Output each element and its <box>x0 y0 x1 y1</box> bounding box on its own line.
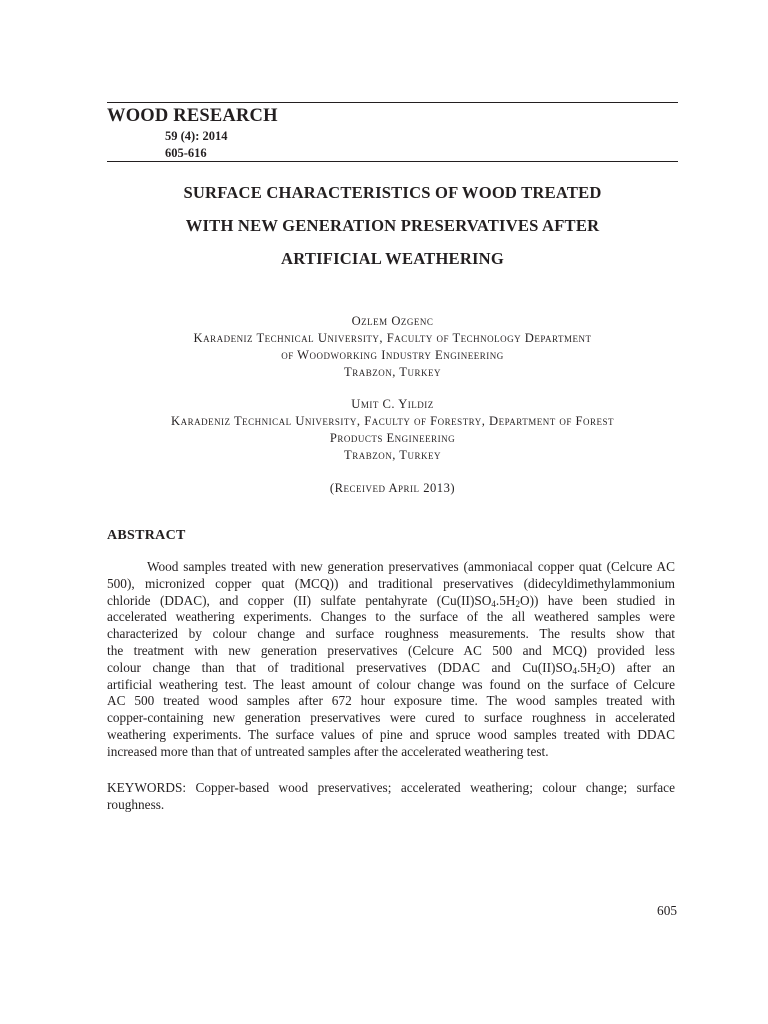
abstract-line: 500), micronized copper quat (MCQ)) and traditional preservatives (didecyldimethylammonium <box>107 575 675 591</box>
journal-issue: 59 (4): 2014 <box>165 129 228 143</box>
author-affiliation-line: Karadeniz Technical University, Faculty of Forestry, Department of Forest <box>170 414 615 428</box>
keywords-line: roughness. <box>107 797 165 812</box>
author-affiliation-line: Products Engineering <box>329 431 456 445</box>
abstract-line: accelerated weathering experiments. Changes to the surface of the all weathered samples were <box>107 609 675 625</box>
abstract-line: Wood samples treated with new generation preservatives (ammoniacal copper quat (Celcure AC <box>147 559 675 574</box>
paper-title <box>107 176 678 275</box>
received-date: (Received April 2013) <box>329 481 456 495</box>
abstract-line: artificial weathering test. The least amount of colour change was found on the surface of Celcure <box>107 676 675 692</box>
author-name: Ozlem Ozgenc <box>351 314 434 328</box>
abstract-body <box>107 559 675 761</box>
abstract-line: increased more than that of untreated samples after the accelerated weathering test. <box>107 743 549 759</box>
keywords-section <box>107 779 675 813</box>
author-block-2 <box>107 396 678 464</box>
page-number: 605 <box>657 903 677 918</box>
author-name: Umit C. Yildiz <box>351 397 434 411</box>
journal-pages: 605-616 <box>165 146 207 160</box>
title-line: WITH NEW GENERATION PRESERVATIVES AFTER <box>185 216 600 235</box>
abstract-line: colour change than that of traditional preservatives (DDAC and $Cu(II)SO_4.5H_2O$) after an <box>107 659 675 676</box>
author-affiliation-line: Karadeniz Technical University, Faculty of Technology Department <box>193 331 592 345</box>
abstract-line: weathering experiments. The surface values of pine and spruce wood samples treated with DDAC <box>107 726 675 742</box>
header-top-rule <box>107 102 678 103</box>
abstract-line: AC 500 treated wood samples after 672 hour exposure time. The wood samples treated with <box>107 693 675 709</box>
author-block-1 <box>107 313 678 381</box>
abstract-heading: ABSTRACT <box>107 528 186 543</box>
abstract-line: copper-containing new generation preservatives were cured to surface roughness in accelerated <box>107 710 675 726</box>
abstract-line: the treatment with new generation preservatives (Celcure AC 500 and MCQ) provided less <box>107 642 675 658</box>
abstract-line: characterized by colour change and surface roughness measurements. The results show that <box>107 626 675 642</box>
author-affiliation-line: Trabzon, Turkey <box>344 448 441 462</box>
author-affiliation-line: of Woodworking Industry Engineering <box>281 348 504 362</box>
header-bottom-rule <box>107 161 678 162</box>
title-line: ARTIFICIAL WEATHERING <box>281 249 504 268</box>
keywords-line: KEYWORDS: Copper-based wood preservatives; accelerated weathering; colour change; surface <box>107 780 675 795</box>
journal-name: WOOD RESEARCH <box>107 106 278 126</box>
title-line: SURFACE CHARACTERISTICS OF WOOD TREATED <box>183 183 602 202</box>
abstract-line: chloride (DDAC), and copper (II) sulfate pentahyrate $(Cu(II)SO_4.5H_2O)$) have been studied in <box>107 592 675 609</box>
author-affiliation-line: Trabzon, Turkey <box>344 365 441 379</box>
